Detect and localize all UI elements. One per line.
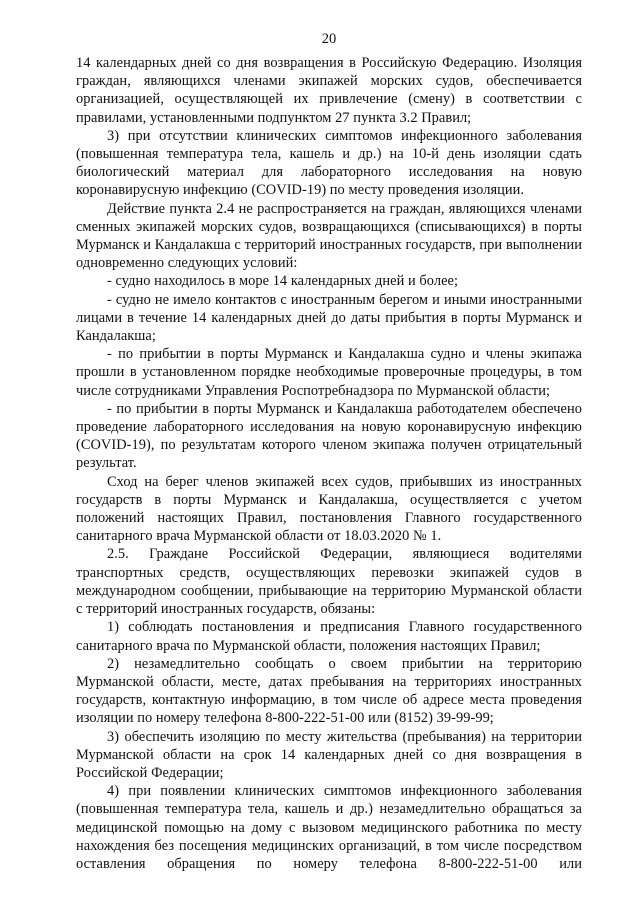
condition-item: - судно находилось в море 14 календарных дней и более; — [107, 273, 458, 290]
condition-item: - по прибытии в порты Мурманск и Кандалакша судно и члены экипажа прошли в установленном порядке необходимые проверочные процедуры, в том числе сотрудниками Управления Роспотребнадзора по Мурманской области; — [76, 346, 582, 399]
paragraph-exception: Действие пункта 2.4 не распространяется на граждан, являющихся членами сменных экипажей морских судов, возвращающихся (списывающихся) в порты Мурманск и Кандалакша с территорий иностранных государств, при выполнении одновременно следующих условий: — [76, 200, 582, 272]
obligation-item-3: 3) обеспечить изоляцию по месту жительства (пребывания) на территории Мурманской области на срок 14 календарных дней со дня возвращения в Российской Федерации; — [76, 728, 582, 781]
obligation-item-2: 2) незамедлительно сообщать о своем прибытии на территорию Мурманской области, месте, датах пребывания на территориях иностранных государств, контактную информацию, в том числе об адресе места проведения изоляции по номеру телефона 8-800-222-51-00 или (8152) 39-99-99; — [76, 655, 582, 727]
paragraph-shore-leave: Сход на берег членов экипажей всех судов, прибывших из иностранных государств в порты Мурманск и Кандалакша, осуществляется с учетом положений настоящих Правил, постановления Главного государственного санитарного врача Мурманской области от 18.03.2020 № 1. — [76, 473, 582, 545]
document-body — [76, 54, 582, 873]
paragraph-section-2-5: 2.5. Граждане Российской Федерации, являющиеся водителями транспортных средств, осуществляющих перевозки экипажей судов в международном сообщении, прибывающие на территорию Мурманской области с территорий иностранных государств, обязаны: — [76, 546, 582, 618]
page-number: 20 — [321, 31, 337, 47]
obligation-item-1: 1) соблюдать постановления и предписания Главного государственного санитарного врача по Мурманской области, положения настоящих Правил; — [76, 619, 582, 654]
paragraph-item-3: 3) при отсутствии клинических симптомов инфекционного заболевания (повышенная температура тела, кашель и др.) на 10-й день изоляции сдать биологический материал для лабораторного исследования на новую коронавирусную инфекцию (COVID-19) по месту проведения изоляции. — [76, 127, 582, 199]
paragraph-continuation: 14 календарных дней со дня возвращения в Российскую Федерацию. Изоляция граждан, являющихся членами экипажей морских судов, обеспечивается организацией, осуществляющей их привлечение (смену) в соответствии с правилами, установленными подпунктом 27 пункта 3.2 Правил; — [76, 55, 582, 126]
condition-item: - по прибытии в порты Мурманск и Кандалакша работодателем обеспечено проведение лабораторного исследования на новую коронавирусную инфекцию (COVID-19), по результатам которого членом экипажа получен отрицательный результат. — [76, 400, 582, 472]
condition-item: - судно не имело контактов с иностранным берегом и иными иностранными лицами в течение 14 календарных дней до даты прибытия в порты Мурманск и Кандалакша; — [76, 291, 582, 345]
obligation-item-4: 4) при появлении клинических симптомов инфекционного заболевания (повышенная температура тела, кашель и др.) незамедлительно обращаться за медицинской помощью на дому с вызовом медицинского работника по месту нахождения без посещения медицинских организаций, в том числе посредством оставления обращения по номеру телефона 8-800-222-51-00 или — [76, 783, 582, 872]
